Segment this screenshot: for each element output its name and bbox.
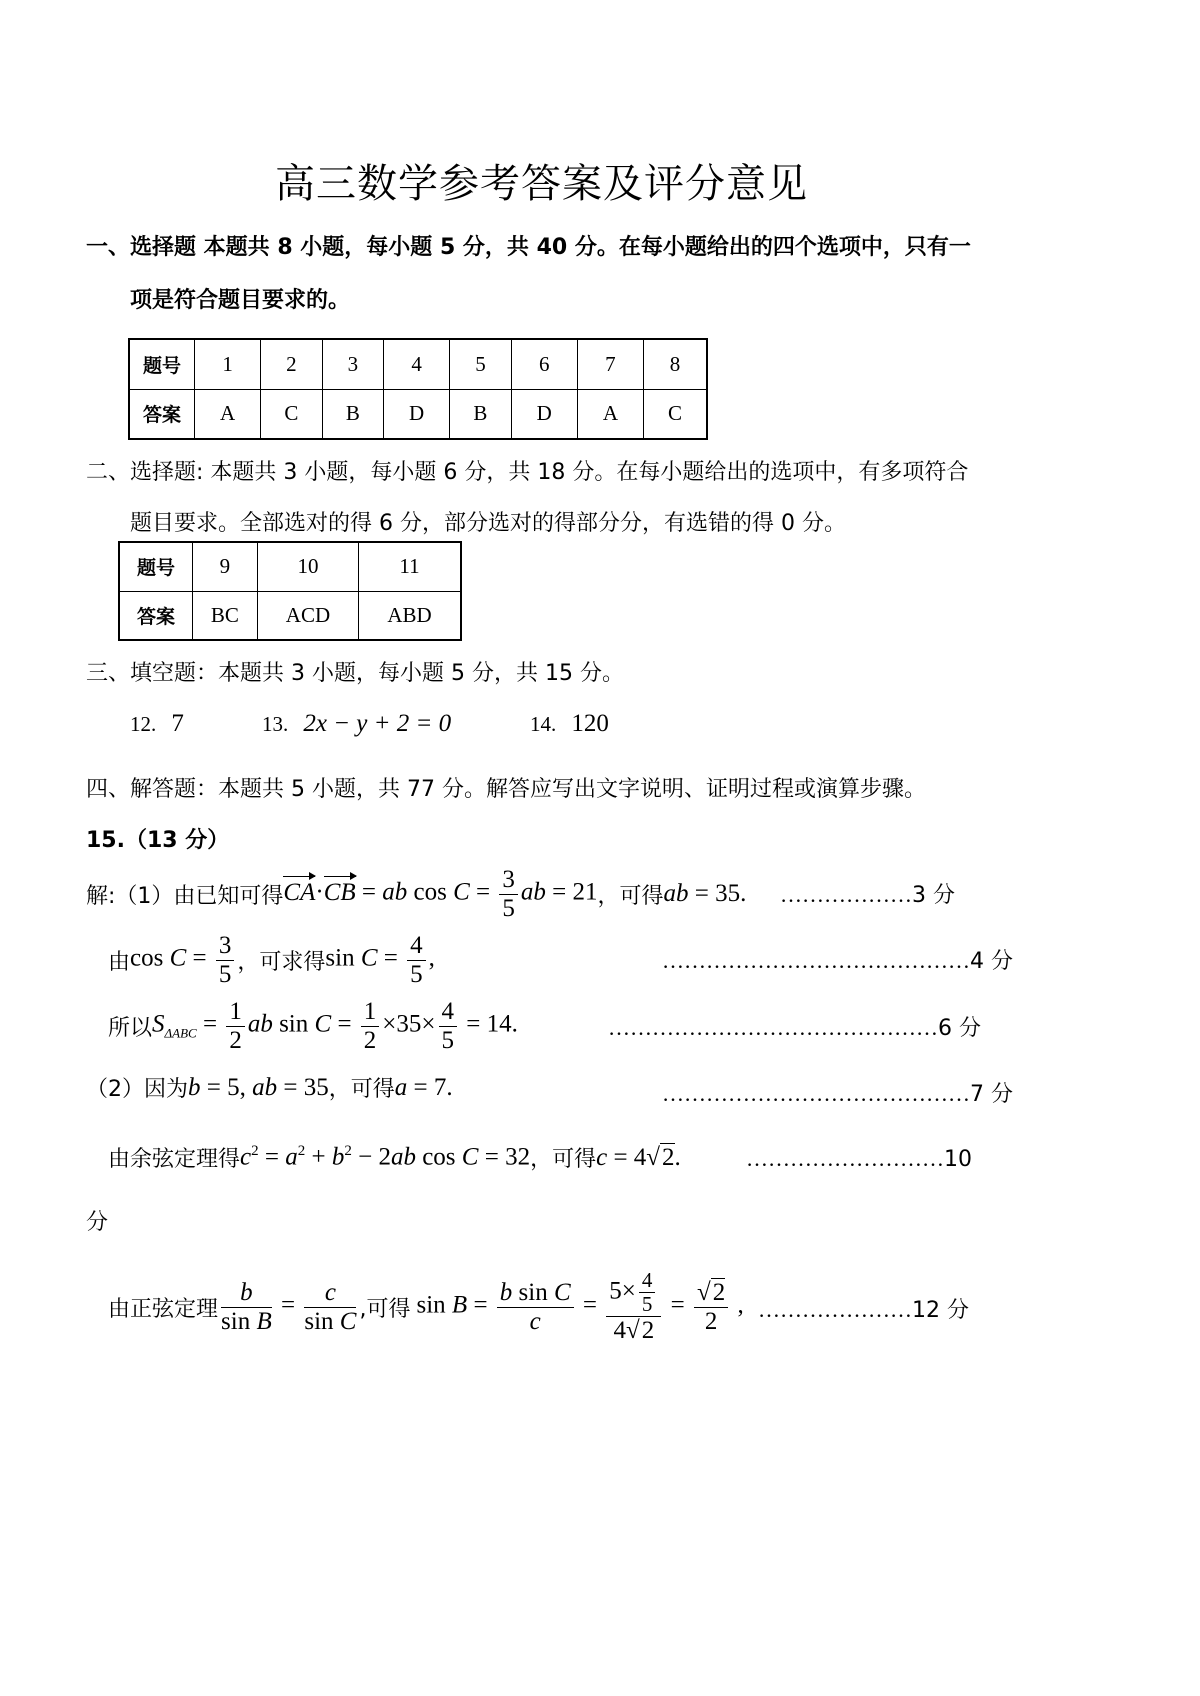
answer-number: 13. — [262, 712, 289, 736]
question-number-cell: 7 — [577, 339, 643, 389]
line-text: ，可求得 — [237, 949, 326, 975]
score-label: 12 分 — [912, 1298, 969, 1323]
section3-heading: 三、填空题：本题共 3 小题，每小题 5 分，共 15 分。 — [86, 661, 624, 686]
score-marker: ……………………………………7 分 — [662, 1081, 1013, 1107]
answer-cell: ACD — [257, 591, 358, 640]
question-number-cell: 11 — [359, 542, 461, 591]
formula: b = 5, ab = 35 — [188, 1073, 329, 1101]
fill-in-answer-13 — [262, 710, 451, 738]
answer-number: 14. — [530, 712, 557, 736]
question-number-cell: 9 — [193, 542, 258, 591]
score-label-wrap: 分 — [86, 1210, 109, 1235]
section4-heading: 四、解答题：本题共 5 小题，共 77 分。解答应写出文字说明、证明过程或演算步骤。 — [86, 777, 926, 802]
solution-line-2 — [108, 928, 435, 992]
section1-heading: 一、选择题 本题共 8 小题，每小题 5 分，共 40 分。在每小题给出的四个选项中，只有一 — [86, 235, 971, 260]
line-text: （2）因为 — [86, 1077, 188, 1102]
solution-line-4 — [86, 1072, 453, 1103]
section2-heading: 二、选择题: 本题共 3 小题，每小题 6 分，共 18 分。在每小题给出的选项中，有多项符合 — [86, 460, 969, 485]
line-text: ，可得 — [530, 1147, 597, 1172]
answer-value: 120 — [571, 710, 609, 737]
line-text: ，可得 — [597, 883, 664, 909]
answer-cell: A — [195, 389, 261, 439]
answer-number: 12. — [130, 712, 157, 736]
fill-in-answer-14 — [530, 710, 609, 738]
line-text: 由 — [108, 949, 131, 975]
answer-cell: D — [511, 389, 577, 439]
page-title: 高三数学参考答案及评分意见 — [275, 161, 808, 207]
answer-cell: BC — [193, 591, 258, 640]
line-text: 解:（1）由已知可得 — [86, 883, 284, 909]
answer-value: 7 — [171, 710, 184, 737]
formula: $c^2 = a^2 + b^2 - 2ab$ cos C = 32 — [240, 1143, 531, 1171]
solution-line-1 — [86, 862, 746, 926]
table-header-cell: 题号 — [129, 339, 195, 389]
question-15-title: 15.（13 分） — [86, 828, 230, 853]
line-text: ，可得 — [328, 1077, 395, 1102]
table-header-cell: 答案 — [129, 389, 195, 439]
score-label: 4 分 — [970, 949, 1013, 974]
answer-cell: C — [644, 389, 708, 439]
formula: $S_{\Delta ABC}$ = $\frac{1}{2}$ ab sin C = $\frac{1}{2}$ ×35× $\frac{4}{5}$ = 14. — [152, 998, 518, 1054]
formula: c = 4√2. — [596, 1143, 681, 1171]
line-text: 由余弦定理得 — [108, 1147, 241, 1172]
question-number-cell: 3 — [322, 339, 383, 389]
table-row — [119, 591, 461, 640]
formula: cos C = $\frac{3}{5}$ — [130, 932, 237, 988]
score-marker: ………………………10 — [746, 1146, 972, 1172]
answer-cell: C — [261, 389, 322, 439]
score-marker: …………………12 分 — [758, 1297, 969, 1323]
answer-cell: B — [322, 389, 383, 439]
answer-value: 2x − y + 2 = 0 — [303, 710, 452, 737]
formula: ab = 35. — [663, 880, 747, 907]
table-row — [129, 339, 707, 389]
question-number-cell: 10 — [257, 542, 358, 591]
solution-line-3 — [108, 994, 518, 1058]
question-number-cell: 6 — [511, 339, 577, 389]
section2-heading-cont: 题目要求。全部选对的得 6 分，部分选对的得部分分，有选错的得 0 分。 — [130, 511, 846, 536]
formula: CA·CB = ab cos C = $\frac{3}{5}$ ab = 21 — [283, 866, 598, 922]
score-label: 7 分 — [970, 1082, 1013, 1107]
score-label: 3 分 — [912, 883, 955, 908]
section1-heading-cont: 项是符合题目要求的。 — [130, 288, 351, 313]
table-header-cell: 答案 — [119, 591, 193, 640]
question-number-cell: 4 — [384, 339, 450, 389]
answer-cell: D — [384, 389, 450, 439]
score-marker: ………………………………………6 分 — [608, 1015, 981, 1041]
answer-cell: B — [450, 389, 511, 439]
score-marker: ………………3 分 — [780, 882, 955, 908]
formula: $\frac{b}{\text{sin B}}$ = $\frac{c}{\text{sin C}}$ — [221, 1279, 357, 1335]
table-row — [129, 389, 707, 439]
line-text: ,可得 — [359, 1296, 411, 1322]
section2-answer-table — [118, 541, 462, 641]
answer-cell: ABD — [359, 591, 461, 640]
solution-line-5 — [108, 1142, 681, 1173]
table-header-cell: 题号 — [119, 542, 193, 591]
table-row — [119, 542, 461, 591]
question-number-cell: 5 — [450, 339, 511, 389]
score-marker: ……………………………………4 分 — [662, 948, 1013, 974]
formula: a = 7. — [394, 1073, 453, 1101]
line-text: 由正弦定理 — [108, 1296, 219, 1322]
question-number-cell: 8 — [644, 339, 708, 389]
line-text: 所以 — [108, 1015, 153, 1041]
question-number-cell: 2 — [261, 339, 322, 389]
formula: sin C = $\frac{4}{5}$ , — [325, 932, 435, 988]
question-number-cell: 1 — [195, 339, 261, 389]
fill-in-answer-12 — [130, 710, 184, 738]
answer-cell: A — [577, 389, 643, 439]
formula: sin B = $\frac{\text{b sin C}}{c}$ = 5× $\frac{4}{5}$ 4√2 = $\frac{√2}{2}$ , — [416, 1268, 744, 1345]
score-label: 6 分 — [938, 1016, 981, 1041]
solution-line-6 — [108, 1262, 744, 1352]
section1-answer-table — [128, 338, 708, 440]
score-label: 10 — [944, 1147, 972, 1172]
